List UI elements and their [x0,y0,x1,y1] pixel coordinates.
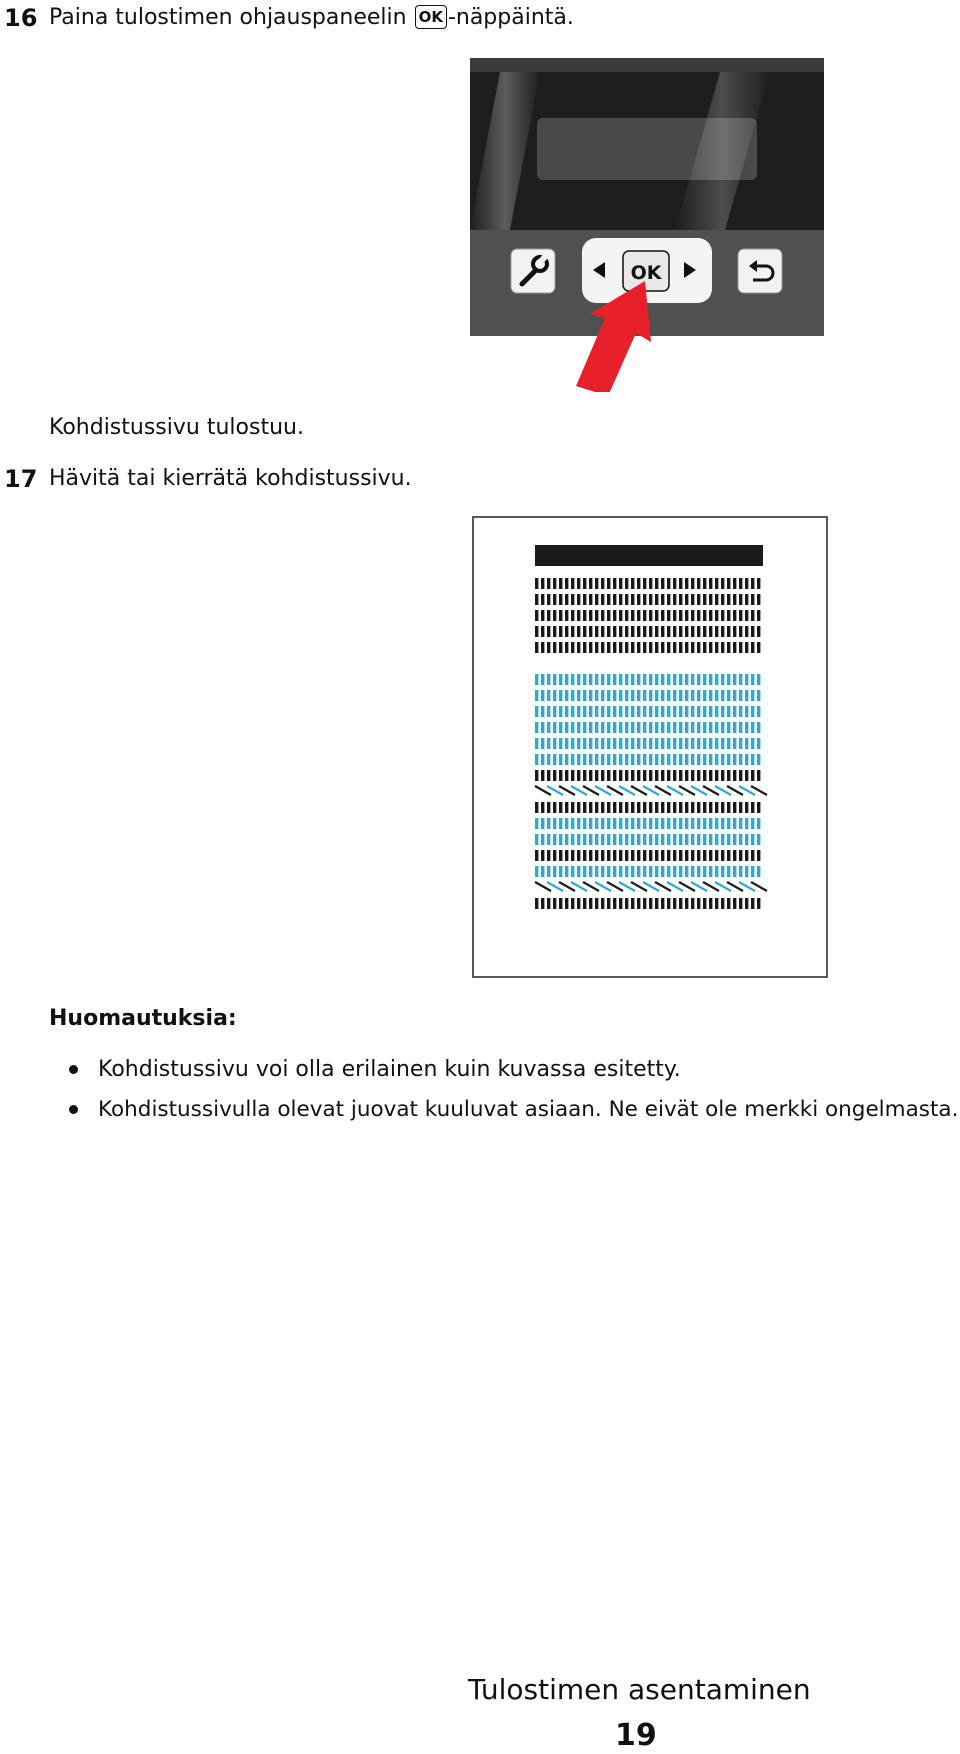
bullet-icon [69,1105,78,1114]
note-text: Kohdistussivu voi olla erilainen kuin kuvassa esitetty. [98,1057,681,1082]
result-text: Kohdistussivu tulostuu. [49,415,304,440]
step-16-number: 16 [4,4,38,32]
back-icon [738,249,782,293]
step-16-text-before: Paina tulostimen ohjauspaneelin [49,5,414,30]
step-16-text [49,5,574,30]
wrench-icon [511,249,555,293]
ok-button-label: OK [630,262,662,284]
note-item [69,1057,681,1082]
alignment-header-bar [535,545,763,566]
notes-heading: Huomautuksia: [49,1006,237,1031]
footer-section-title: Tulostimen asentaminen [468,1673,811,1706]
page-number: 19 [615,1718,657,1753]
note-item [69,1097,958,1122]
note-text: Kohdistussivulla olevat juovat kuuluvat asiaan. Ne eivät ole merkki ongelmasta. [98,1097,959,1122]
alignment-page-illustration [472,516,832,980]
step-17-number: 17 [4,465,38,493]
bullet-icon [69,1065,78,1074]
step-17-text: Hävitä tai kierrätä kohdistussivu. [49,466,412,491]
step-16-text-after: -näppäintä. [447,5,574,30]
ok-key-glyph: OK [415,5,447,29]
control-panel-illustration [470,58,830,392]
